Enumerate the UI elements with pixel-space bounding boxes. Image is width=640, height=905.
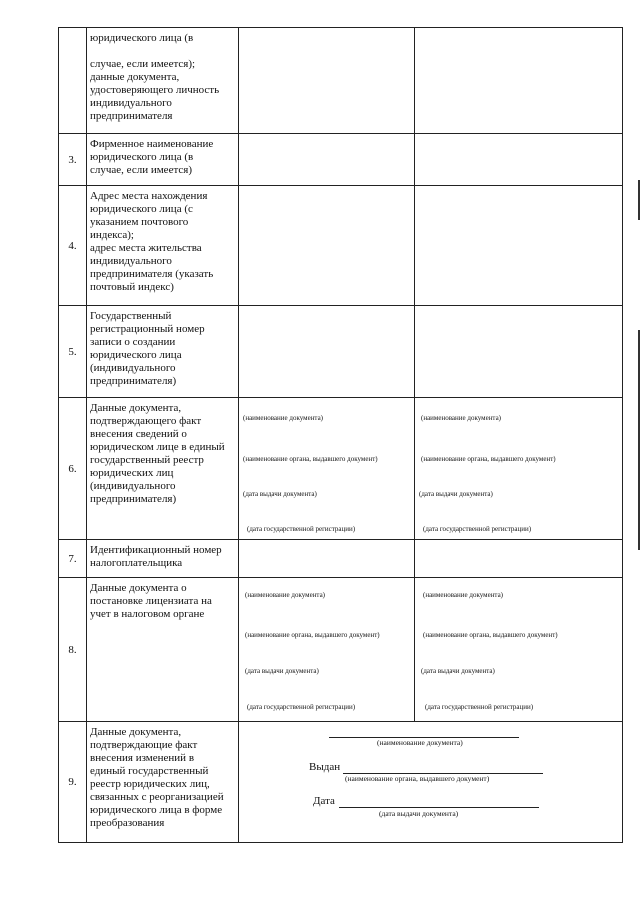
label-line: реестр юридических лиц,: [90, 778, 210, 790]
caption-document-name: (наименование документа): [243, 414, 324, 422]
caption-document-name: (наименование документа): [423, 591, 504, 599]
label-line: Фирменное наименование: [90, 138, 214, 150]
label-line: юридического лица в форме: [90, 804, 223, 816]
label-line: Адрес места нахождения: [90, 190, 208, 202]
value-cell-before[interactable]: [239, 578, 415, 722]
caption-issue-date: (дата выдачи документа): [379, 809, 459, 818]
label-line: подтверждающего факт: [90, 415, 202, 427]
row-label: [87, 540, 239, 578]
row-label: [87, 578, 239, 722]
label-line: данные документа,: [90, 71, 180, 83]
caption-issuing-authority: (наименование органа, выдавшего документ): [243, 455, 378, 463]
label-line: удостоверяющего личность: [90, 84, 220, 96]
table-row: [59, 306, 623, 398]
caption-issuing-authority: (наименование органа, выдавшего документ): [421, 455, 556, 463]
label-line: (индивидуального: [90, 362, 176, 374]
label-line: подтверждающие факт: [90, 739, 198, 751]
value-cell-before[interactable]: [239, 306, 415, 398]
label-line: постановке лицензиата на: [90, 595, 212, 607]
label-line: юридического лица (с: [90, 203, 193, 215]
row-number: 3.: [59, 134, 87, 186]
value-cell-before[interactable]: [239, 186, 415, 306]
label-line: юридических лиц: [90, 467, 174, 479]
label-line: (индивидуального: [90, 480, 176, 492]
value-cell-before[interactable]: [239, 134, 415, 186]
label-line: внесения сведений о: [90, 428, 187, 440]
row-number: [59, 28, 87, 134]
label-line: записи о создании: [90, 336, 176, 348]
row-label: [87, 398, 239, 540]
label-line: Данные документа,: [90, 402, 182, 414]
table-row: [59, 578, 623, 722]
label-line: связанных с реорганизацией: [90, 791, 224, 803]
value-cell-after[interactable]: [415, 186, 623, 306]
label-line: Данные документа,: [90, 726, 182, 738]
caption-document-name: (наименование документа): [421, 414, 502, 422]
table-row: [59, 28, 623, 134]
label-line: предпринимателя: [90, 110, 173, 122]
caption-document-name: (наименование документа): [245, 591, 326, 599]
label-line: внесения изменений в: [90, 752, 195, 764]
label-line: учет в налоговом органе: [90, 608, 205, 620]
label-line: преобразования: [90, 817, 165, 829]
caption-issue-date: (дата выдачи документа): [243, 490, 317, 498]
value-cell-after[interactable]: [415, 28, 623, 134]
label-line: регистрационный номер: [90, 323, 205, 335]
row-number: 9.: [59, 722, 87, 843]
caption-issue-date: (дата выдачи документа): [419, 490, 493, 498]
row-number: 4.: [59, 186, 87, 306]
value-cell-after[interactable]: [415, 306, 623, 398]
label-line: случае, если имеется);: [90, 58, 196, 70]
label-line: юридическом лице в единый: [90, 441, 225, 453]
label-line: Идентификационный номер: [90, 544, 222, 556]
label-line: предпринимателя): [90, 375, 177, 387]
caption-issuing-authority: (наименование органа, выдавшего документ): [345, 774, 490, 783]
caption-issuing-authority: (наименование органа, выдавшего документ): [423, 631, 558, 639]
label-line: указанием почтового: [90, 216, 189, 228]
value-cell-before[interactable]: [239, 398, 415, 540]
label-line: Данные документа о: [90, 582, 187, 594]
row-label: [87, 28, 239, 134]
label-line: Государственный: [90, 310, 172, 322]
row-number: 8.: [59, 578, 87, 722]
label-line: почтовый индекс): [90, 281, 174, 293]
license-data-table: [58, 27, 623, 843]
table-row: [59, 134, 623, 186]
table-row: [59, 186, 623, 306]
label-line: предпринимателя (указать: [90, 268, 214, 280]
label-line: индивидуального: [90, 97, 172, 109]
caption-registration-date: (дата государственной регистрации): [425, 703, 534, 711]
label-line: юридического лица (в: [90, 32, 194, 44]
value-cell-after[interactable]: [415, 578, 623, 722]
label-line-empty: [90, 45, 235, 58]
issue-date-line[interactable]: [339, 807, 539, 808]
caption-registration-date: (дата государственной регистрации): [247, 703, 356, 711]
label-line: налогоплательщика: [90, 557, 183, 569]
value-cell-after[interactable]: [415, 398, 623, 540]
label-line: адрес места жительства: [90, 242, 202, 254]
row-label: [87, 306, 239, 398]
label-line: единый государственный: [90, 765, 209, 777]
label-line: государственный реестр: [90, 454, 204, 466]
label-line: индекса);: [90, 229, 134, 241]
caption-issuing-authority: (наименование органа, выдавшего документ): [245, 631, 380, 639]
caption-registration-date: (дата государственной регистрации): [423, 525, 532, 533]
label-line: случае, если имеется): [90, 164, 192, 176]
row-label: [87, 186, 239, 306]
row-number: 5.: [59, 306, 87, 398]
value-cell-before[interactable]: [239, 540, 415, 578]
table-row: [59, 722, 623, 843]
value-cell-before[interactable]: [239, 28, 415, 134]
issued-label: Выдан: [309, 761, 341, 773]
label-line: индивидуального: [90, 255, 172, 267]
label-line: юридического лица (в: [90, 151, 194, 163]
reorganization-document-cell: [239, 722, 623, 843]
value-cell-after[interactable]: [415, 134, 623, 186]
caption-document-name: (наименование документа): [377, 738, 463, 747]
caption-issue-date: (дата выдачи документа): [421, 667, 495, 675]
row-number: 6.: [59, 398, 87, 540]
value-cell-after[interactable]: [415, 540, 623, 578]
table-row: [59, 398, 623, 540]
row-label: [87, 722, 239, 843]
label-line: юридического лица: [90, 349, 182, 361]
caption-registration-date: (дата государственной регистрации): [247, 525, 356, 533]
date-label: Дата: [313, 795, 335, 807]
reorganization-document-block: [239, 722, 622, 842]
table-row: [59, 540, 623, 578]
row-number: 7.: [59, 540, 87, 578]
caption-issue-date: (дата выдачи документа): [245, 667, 319, 675]
label-line: предпринимателя): [90, 493, 177, 505]
row-label: [87, 134, 239, 186]
